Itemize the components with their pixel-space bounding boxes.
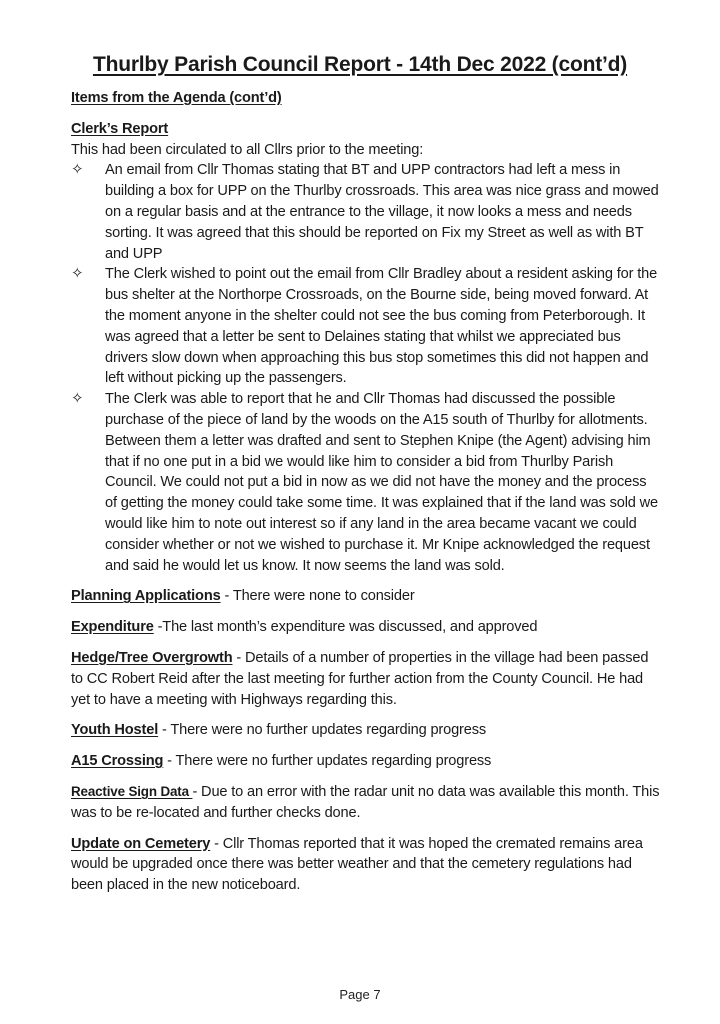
list-item-text: The Clerk wished to point out the email from Cllr Bradley about a resident asking for the bus shelter at the Northorpe Crossroads, on the Bourne side, being moved forward. At the moment anyone in the shelter could not see the bus coming from Peterborough. It was agreed that a letter be sent to Delaines stating that whilst we appreciated bus drivers slow down when approaching this bus stop sometimes this did not happen and left without picking up the passengers. xyxy=(105,266,658,387)
a15-crossing-text: - There were no further updates regarding progress xyxy=(163,753,492,770)
page-number: Page 7 xyxy=(339,987,381,1002)
list-item-text: An email from Cllr Thomas stating that BT and UPP contractors had left a mess in building a box for UPP on the Thurlby crossroads. This area was nice grass and mowed on a regular basis and at the entrance to the village, it now looks a mess and needs sorting. It was agreed that this should be reported on Fix my Street as well as with BT and UPP xyxy=(105,162,659,262)
expenditure-text: -The last month’s expenditure was discussed, and approved xyxy=(153,619,538,636)
diamond-bullet-icon: ✧ xyxy=(71,390,84,408)
list-item xyxy=(71,264,661,389)
document-title: Thurlby Parish Council Report - 14th Dec 2022 (cont’d) xyxy=(92,53,628,76)
diamond-bullet-icon: ✧ xyxy=(71,265,84,283)
section-heading: Items from the Agenda (cont’d) xyxy=(71,90,282,106)
hedge-tree-label: Hedge/Tree Overgrowth xyxy=(71,649,233,666)
list-item xyxy=(71,389,661,576)
document-body xyxy=(71,88,661,896)
a15-crossing-label: A15 Crossing xyxy=(71,753,164,770)
a15-crossing-paragraph xyxy=(71,751,661,772)
reactive-sign-label: Reactive Sign Data xyxy=(71,783,193,799)
reactive-sign-text: - Due to an error with the radar unit no data was available this month. This was to be re-located and further checks done. xyxy=(71,783,660,821)
expenditure-label: Expenditure xyxy=(71,619,154,636)
youth-hostel-text: - There were no further updates regarding progress xyxy=(158,722,487,739)
diamond-bullet-icon: ✧ xyxy=(71,161,84,179)
planning-applications-text: - There were none to consider xyxy=(220,588,415,605)
youth-hostel-label: Youth Hostel xyxy=(71,722,159,739)
list-item xyxy=(71,160,661,264)
clerks-report-intro: This had been circulated to all Cllrs prior to the meeting: xyxy=(71,141,424,158)
hedge-tree-paragraph xyxy=(71,648,661,710)
youth-hostel-paragraph xyxy=(71,720,661,741)
planning-applications-paragraph xyxy=(71,586,661,607)
cemetery-paragraph xyxy=(71,834,661,896)
planning-applications-label: Planning Applications xyxy=(71,588,221,605)
list-item-text: The Clerk was able to report that he and Cllr Thomas had discussed the possible purchase of the piece of land by the woods on the A15 south of Thurlby for allotments. Between them a letter was drafted and sent to Stephen Knipe (the Agent) advising him that if no one put in a bid we would like him to consider a bid from Thurlby Parish Council. We could not put a bid in now as we did not have the money and the process of getting the money could take some time. It was explained that if the land was sold we would like him to note out interest so if any land in the area became vacant we could consider whether or not we wished to purchase it. Mr Knipe acknowledged the request and said he would let us know. It now seems the land was sold. xyxy=(105,391,659,574)
clerks-report-heading: Clerk’s Report xyxy=(71,120,169,137)
reactive-sign-paragraph xyxy=(71,782,661,824)
hedge-tree-text: - Details of a number of properties in the village had been passed to CC Robert Reid after the last meeting for further action from the County Council. He had yet to have a meeting with Highways regarding this. xyxy=(71,649,649,708)
clerks-report-list xyxy=(71,160,661,576)
cemetery-label: Update on Cemetery xyxy=(71,835,211,852)
expenditure-paragraph xyxy=(71,617,661,638)
cemetery-text: - Cllr Thomas reported that it was hoped the cremated remains area would be upgraded once there was better weather and that the cemetery regulations had been placed in the new noticeboard. xyxy=(71,835,643,894)
